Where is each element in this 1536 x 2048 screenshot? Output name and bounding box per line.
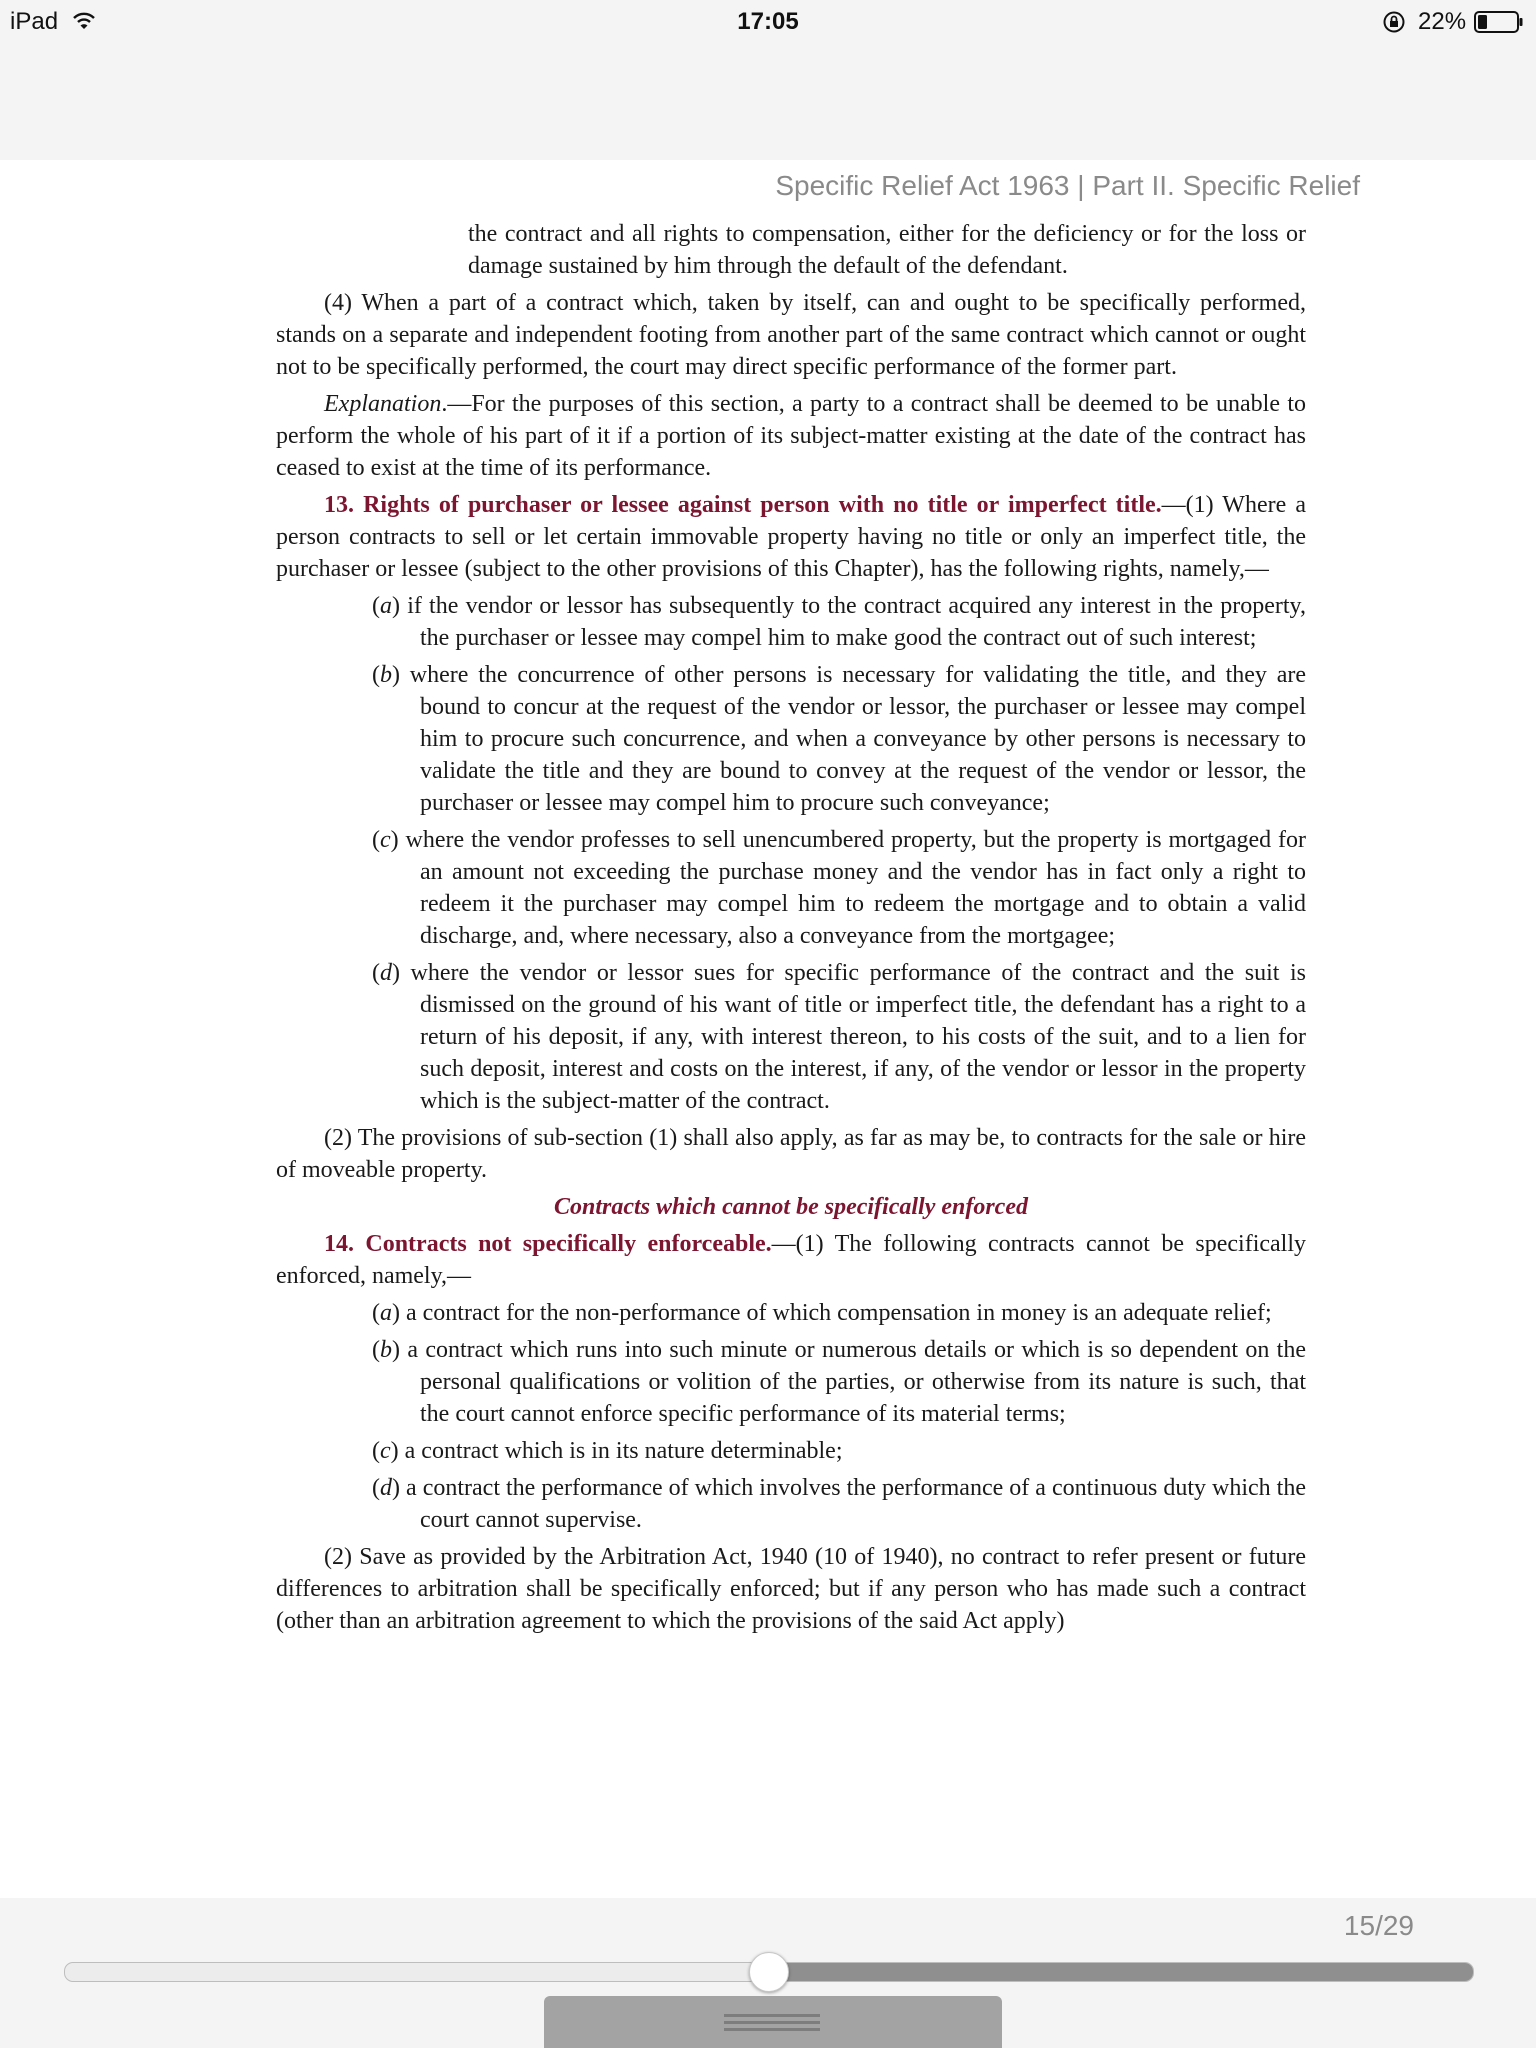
grip-icon: [724, 2014, 820, 2028]
battery-percentage: 22%: [1418, 8, 1467, 35]
list-item: (a) if the vendor or lessor has subsequently to the contract acquired any interest in the property, the purchaser or lessee may compel him to make good the contract out of such interest;: [372, 593, 1306, 651]
explanation-paragraph: [276, 388, 1306, 484]
item-text: where the vendor professes to sell unencumbered property, but the property is mortgaged for an amount not exceeding the purchase money and the vendor has in fact only a right to redeem it the purchaser may compel him to redeem the mortgage and to obtain a valid discharge, and, where necessary, also a conveyance from the mortgagee;: [398, 827, 1306, 949]
item-letter: c: [380, 827, 391, 853]
explanation-label: Explanation: [324, 391, 442, 417]
page-text: [276, 218, 1306, 1642]
item-letter: d: [380, 960, 392, 986]
list-item: (d) where the vendor or lessor sues for specific performance of the contract and the suit is dismissed on the ground of his want of title or imperfect title, the defendant has a right to a return of his deposit, if any, with interest thereon, to his costs of the suit, and to a lien for such deposit, interest and costs on the interest, if any, of the vendor or lessor in the property which is the subject-matter of the contract.: [372, 960, 1306, 1114]
battery-icon: [1474, 10, 1524, 41]
clock: 17:05: [737, 8, 799, 35]
list-item: (c) a contract which is in its nature determinable;: [372, 1438, 843, 1464]
list-item: (b) where the concurrence of other persons is necessary for validating the title, and they are bound to concur at the request of the vendor or lessor, the purchaser or lessee may compel him to procure such concurrence, and when a conveyance by other persons is necessary to validate the title and they are bound to convey at the request of the vendor or lessor, the purchaser or lessee may compel him to procure such conveyance;: [372, 662, 1306, 816]
drawer-handle[interactable]: [544, 1996, 1002, 2048]
section-14: [276, 1228, 1306, 1292]
item-text: a contract the performance of which involves the performance of a continuous duty which the court cannot supervise.: [400, 1475, 1306, 1533]
status-bar: [0, 0, 1536, 42]
section-14-text: —(1) The following contracts cannot be specifically enforced, namely,—: [276, 1231, 1307, 1289]
item-text: a contract which runs into such minute or numerous details or which is so dependent on the personal qualifications or volition of the parties, or otherwise from its nature is such, that the court cannot enforce specific performance of its material terms;: [400, 1337, 1306, 1427]
section-14-title: 14. Contracts not specifically enforceable.: [324, 1231, 772, 1257]
section-13: [276, 489, 1306, 585]
item-text: a contract which is in its nature determinable;: [398, 1438, 843, 1464]
list-item: (d) a contract the performance of which involves the performance of a continuous duty which the court cannot supervise.: [372, 1475, 1306, 1533]
page-counter: 15/29: [1343, 1910, 1414, 1941]
item-letter: a: [380, 1300, 392, 1326]
orientation-lock-icon: [1382, 10, 1406, 41]
item-text: a contract for the non-performance of which compensation in money is an adequate relief;: [400, 1300, 1272, 1326]
item-letter: d: [380, 1475, 392, 1501]
running-header: Specific Relief Act 1963 | Part II. Specific Relief: [775, 170, 1360, 201]
item-text: where the concurrence of other persons is necessary for validating the title, and they are bound to concur at the request of the vendor or lessor, the purchaser or lessee may compel him to procure such concurrence, and when a conveyance by other persons is necessary to validate the title and they are bound to convey at the request of the vendor or lessor, the purchaser or lessee may compel him to procure such conveyance;: [400, 662, 1306, 816]
chapter-heading: Contracts which cannot be specifically enforced: [554, 1194, 1028, 1220]
section-13-subsection-2: (2) The provisions of sub-section (1) shall also apply, as far as may be, to contracts for the sale or hire of moveable property.: [276, 1125, 1306, 1183]
subsection-4: (4) When a part of a contract which, taken by itself, can and ought to be specifically performed, stands on a separate and independent footing from another part of the same contract which cannot or ought not to be specifically performed, the court may direct specific performance of the former part.: [276, 290, 1306, 380]
item-text: where the vendor or lessor sues for specific performance of the contract and the suit is dismissed on the ground of his want of title or imperfect title, the defendant has a right to a return of his deposit, if any, with interest thereon, to his costs of the suit, and to a lien for such deposit, interest and costs on the interest, if any, of the vendor or lessor in the property which is the subject-matter of the contract.: [400, 960, 1306, 1114]
list-item: (c) where the vendor professes to sell unencumbered property, but the property is mortgaged for an amount not exceeding the purchase money and the vendor has in fact only a right to redeem it the purchaser may compel him to redeem the mortgage and to obtain a valid discharge, and, where necessary, also a conveyance from the mortgagee;: [372, 827, 1306, 949]
list-item: (a) a contract for the non-performance of which compensation in money is an adequate relief;: [372, 1300, 1272, 1326]
scrubber-remaining: [769, 1963, 1473, 1981]
explanation-text: .—For the purposes of this section, a party to a contract shall be deemed to be unable to perform the whole of his part of it if a portion of its subject-matter existing at the date of the contract has ceased to exist at the time of its performance.: [276, 391, 1306, 481]
section-14-subsection-2: (2) Save as provided by the Arbitration Act, 1940 (10 of 1940), no contract to refer present or future differences to arbitration shall be specifically enforced; but if any person who has made such a contract (other than an arbitration agreement to which the provisions of the said Act apply): [276, 1544, 1306, 1634]
item-letter: c: [380, 1438, 391, 1464]
item-letter: b: [380, 1337, 392, 1363]
list-item: (b) a contract which runs into such minute or numerous details or which is so dependent on the personal qualifications or volition of the parties, or otherwise from its nature is such, that the court cannot enforce specific performance of its material terms;: [372, 1337, 1306, 1427]
item-letter: a: [380, 593, 392, 619]
continued-paragraph: the contract and all rights to compensation, either for the deficiency or for the loss or damage sustained by him through the default of the defendant.: [468, 221, 1306, 279]
section-13-title: 13. Rights of purchaser or lessee against person with no title or imperfect title.: [324, 492, 1162, 518]
scrubber-knob[interactable]: [749, 1952, 789, 1992]
item-letter: b: [380, 662, 392, 688]
device-name: iPad: [10, 8, 59, 35]
item-text: if the vendor or lessor has subsequently to the contract acquired any interest in the property, the purchaser or lessee may compel him to make good the contract out of such interest;: [400, 593, 1306, 651]
section-13-text: —(1) Where a person contracts to sell or let certain immovable property having no title or only an imperfect title, the purchaser or lessee (subject to the other provisions of this Chapter), has the following rights, namely,—: [276, 492, 1306, 582]
